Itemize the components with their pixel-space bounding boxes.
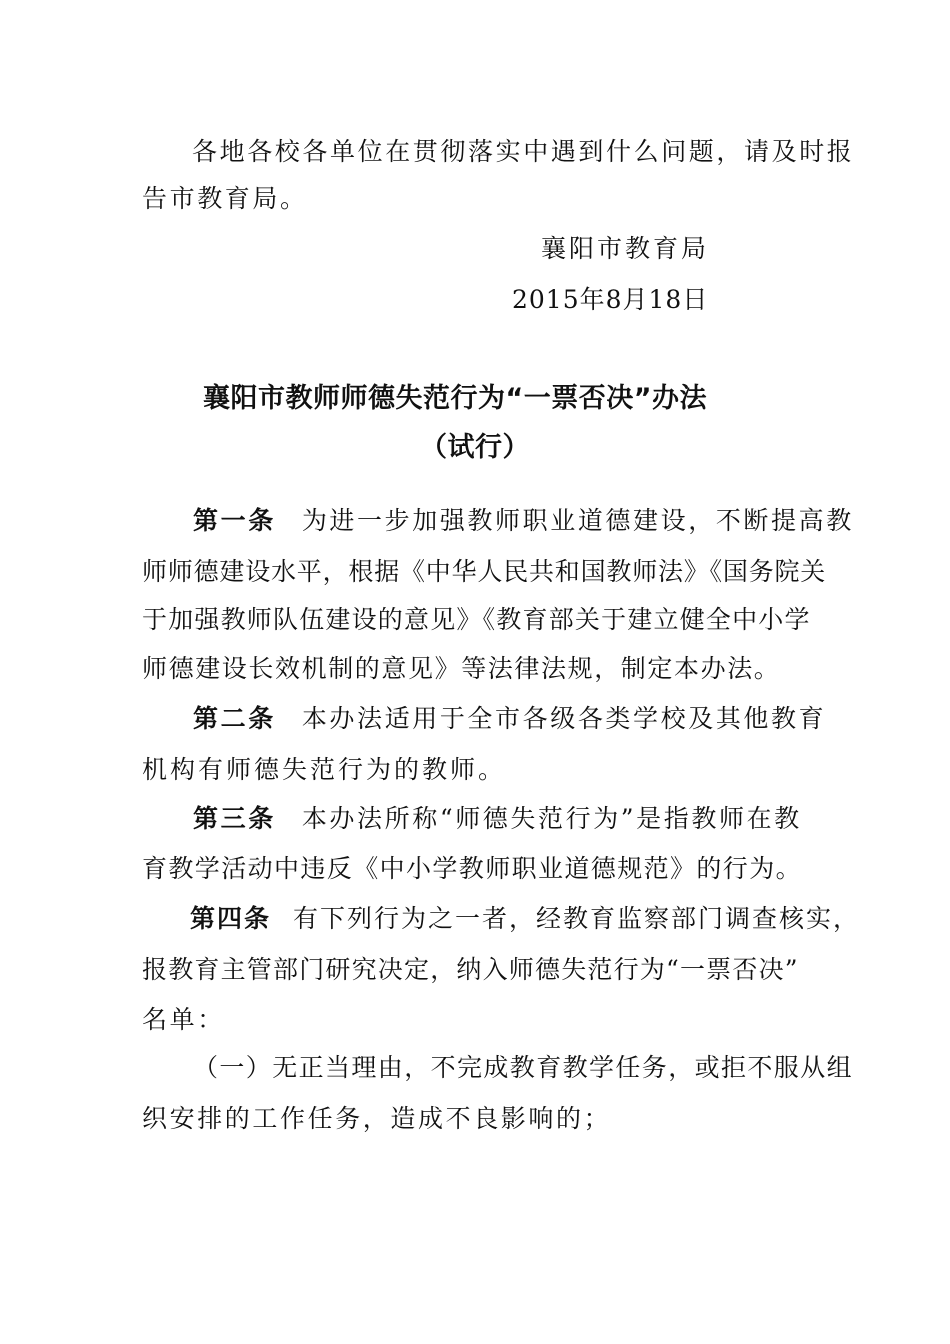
closing-paragraph-line-1: 各地各校各单位在贯彻落实中遇到什么问题，请及时报 <box>192 137 855 166</box>
article-1-label: 第一条 <box>193 506 276 535</box>
signature-issuer: 襄阳市教育局 <box>541 234 710 263</box>
signature-date: 2015年8月18日 <box>512 285 709 314</box>
article-3-line-2: 育教学活动中违反《中小学教师职业道德规范》的行为。 <box>142 854 803 883</box>
closing-paragraph-line-2: 告市教育局。 <box>142 184 308 213</box>
article-1-line-4: 师德建设长效机制的意见》等法律法规，制定本办法。 <box>142 654 781 683</box>
article-1-line-2: 师师德建设水平，根据《中华人民共和国教师法》《国务院关 <box>142 557 827 586</box>
article-3-line-1 <box>193 804 802 834</box>
item-1-line-1: （一）无正当理由，不完成教育教学任务，或拒不服从组 <box>193 1053 854 1082</box>
article-4-text: 有下列行为之一者，经教育监察部门调查核实， <box>293 904 861 933</box>
article-4-line-2: 报教育主管部门研究决定，纳入师德失范行为“一票否决” <box>142 955 799 984</box>
item-1-line-2: 织安排的工作任务，造成不良影响的； <box>142 1104 612 1133</box>
article-2-text: 本办法适用于全市各级各类学校及其他教育 <box>301 704 827 733</box>
article-3-label: 第三条 <box>193 804 276 833</box>
article-4-label: 第四条 <box>190 904 272 933</box>
article-2-line-1 <box>193 704 826 734</box>
article-3-text: 本办法所称“师德失范行为”是指教师在教 <box>301 804 802 833</box>
document-subtitle: （试行） <box>420 432 530 463</box>
article-2-line-2: 机构有师德失范行为的教师。 <box>142 755 507 784</box>
article-1-line-1 <box>193 506 854 536</box>
article-1-text: 为进一步加强教师职业道德建设，不断提高教 <box>301 506 854 535</box>
article-2-label: 第二条 <box>193 704 276 733</box>
article-4-line-1 <box>190 904 860 934</box>
article-1-line-3: 于加强教师队伍建设的意见》《教育部关于建立健全中小学 <box>142 605 811 634</box>
document-title: 襄阳市教师师德失范行为“一票否决”办法 <box>203 383 707 414</box>
article-4-line-3: 名单： <box>142 1005 225 1034</box>
